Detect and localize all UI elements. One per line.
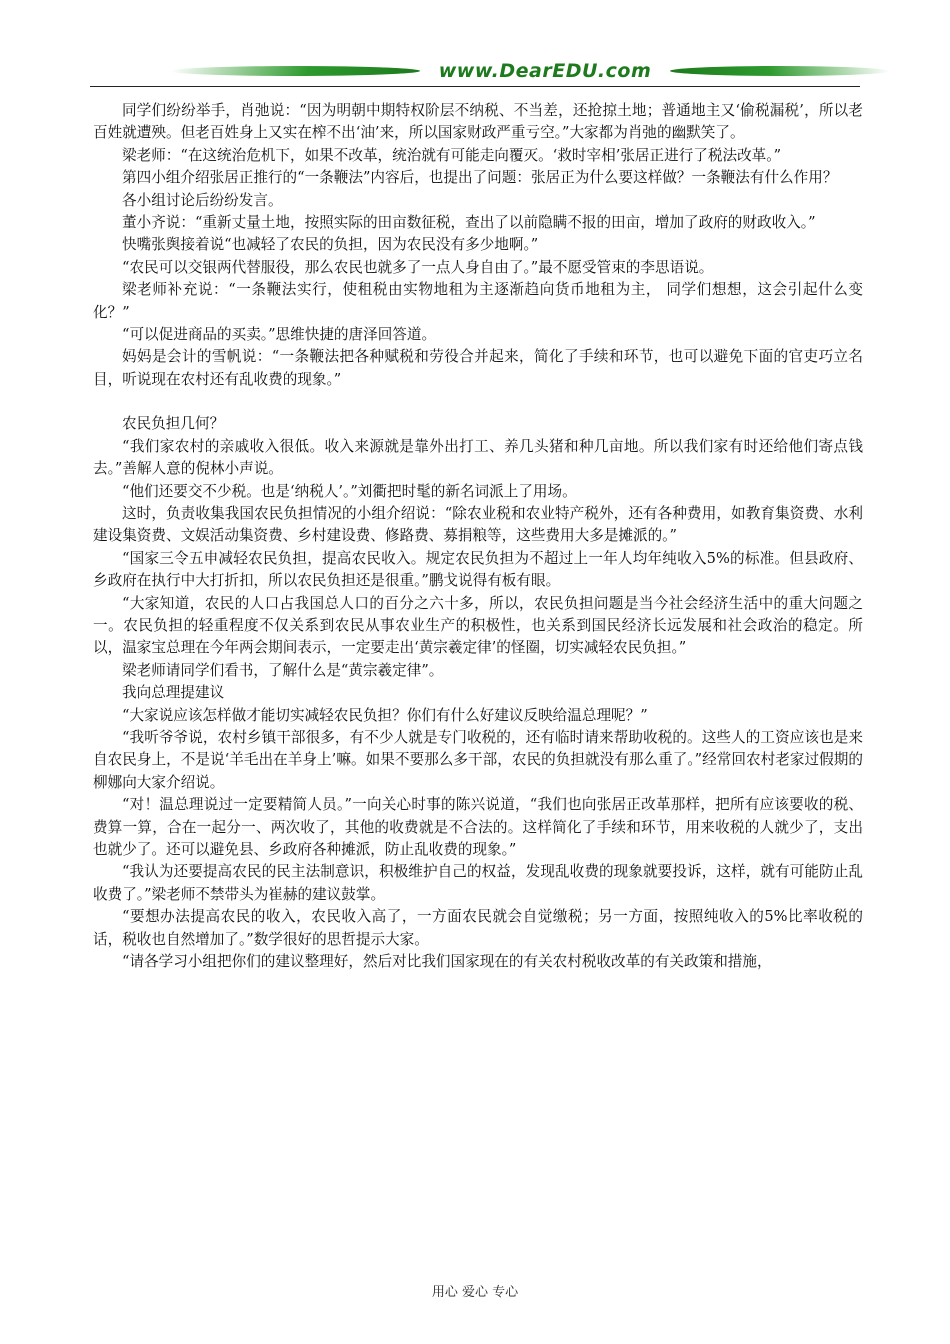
paragraph: 这时，负责收集我国农民负担情况的小组介绍说：“除农业税和农业特产税外，还有各种费用，如教育集资费、水利建设集资费、文娱活动集资费、乡村建设费、修路费、募捐粮等，这些费用大多是摊派的。”: [93, 504, 863, 545]
green-swoosh-right: [668, 66, 892, 76]
paragraph: “请各学习小组把你们的建议整理好，然后对比我们国家现在的有关农村税收改革的有关政策和措施，: [122, 953, 772, 971]
paragraph: 同学们纷纷举手，肖弛说：“因为明朝中期特权阶层不纳税、不当差，还抢掠土地；普通地主又‘偷税漏税’，所以老百姓就遭殃。但老百姓身上又实在榨不出‘油’来，所以国家财政严重亏空。”大家都为肖弛的幽默笑了。: [93, 102, 863, 142]
section-heading-farmer-burden: 农民负担几何？: [122, 415, 225, 433]
paragraph: 梁老师：“在这统治危机下，如果不改革，统治就有可能走向覆灭。‘救时宰相’张居正进行了税法改革。”: [122, 146, 782, 164]
paragraph: 梁老师补充说：“一条鞭法实行，使租税由实物地租为主逐渐趋向货币地租为主， 同学们想想，这会引起什么变化？”: [93, 281, 863, 321]
paragraph: 各小组讨论后纷纷发言。: [122, 191, 283, 209]
paragraph: 董小齐说：“重新丈量土地，按照实际的田亩数征税，查出了以前隐瞒不报的田亩，增加了政府的财政收入。”: [122, 214, 816, 232]
paragraph: “大家知道，农民的人口占我国总人口的百分之六十多，所以，农民负担问题是当今社会经济生活中的重大问题之一。农民负担的轻重程度不仅关系到农民从事农业生产的积极性，也关系到国民经济长远发展和社会政治的稳定。所以，温家宝总理在今年两会期间表示，一定要走出‘黄宗羲定律’的怪圈，切实减轻农民负担。”: [93, 594, 863, 657]
page-footer: 用心 爱心 专心: [431, 1285, 519, 1300]
page-header: [90, 58, 860, 90]
paragraph: “国家三令五申减轻农民负担，提高农民收入。规定农民负担为不超过上一年人均年纯收入5%的标准。但县政府、乡政府在执行中大打折扣，所以农民负担还是很重。”鹏戈说得有板有眼。: [93, 549, 863, 590]
paragraph: “他们还要交不少税。也是‘纳税人’。”刘衢把时髦的新名词派上了用场。: [122, 482, 577, 500]
paragraph: 妈妈是会计的雪帆说：“一条鞭法把各种赋税和劳役合并起来，简化了手续和环节，也可以避免下面的官吏巧立名目，听说现在农村还有乱收费的现象。”: [93, 348, 863, 388]
paragraph: “可以促进商品的买卖。”思维快捷的唐泽回答道。: [122, 326, 437, 344]
paragraph: “要想办法提高农民的收入，农民收入高了，一方面农民就会自觉缴税；另一方面，按照纯收入的5%比率收税的话，税收也自然增加了。”数学很好的思哲提示大家。: [93, 908, 863, 948]
site-logo[interactable]: www.DearEDU.com: [438, 60, 652, 82]
paragraph: “我们家农村的亲戚收入很低。收入来源就是靠外出打工、养几头猪和种几亩地。所以我们家有时还给他们寄点钱去。”善解人意的倪林小声说。: [93, 437, 863, 478]
paragraph: “对！温总理说过一定要精简人员。”一向关心时事的陈兴说道，“我们也向张居正改革那样，把所有应该要收的税、费算一算，合在一起分一、两次收了，其他的收费就是不合法的。这样简化了手续和环节，用来收税的人就少了，支出也就少了。还可以避免县、乡政府各种摊派，防止乱收费的现象。”: [93, 796, 863, 858]
paragraph: “我听爷爷说，农村乡镇干部很多，有不少人就是专门收税的，还有临时请来帮助收税的。这些人的工资应该也是来自农民身上，不是说‘羊毛出在羊身上’嘛。如果不要那么多干部，农民的负担就没有那么重了。”经常回农村老家过假期的柳娜向大家介绍说。: [93, 728, 863, 791]
paragraph: “大家说应该怎样做才能切实减轻农民负担？你们有什么好建议反映给温总理呢？”: [122, 706, 648, 724]
paragraph: “我认为还要提高农民的民主法制意识，积极维护自己的权益，发现乱收费的现象就要投诉，这样，就有可能防止乱收费了。”梁老师不禁带头为崔赫的建议鼓掌。: [93, 863, 863, 903]
green-swoosh-left: [168, 66, 422, 76]
document-body: [93, 100, 863, 973]
paragraph: 梁老师请同学们看书，了解什么是“黄宗羲定律”。: [122, 661, 444, 679]
paragraph: 第四小组介绍张居正推行的“一条鞭法”内容后，也提出了问题：张居正为什么要这样做？一条鞭法有什么作用？: [122, 169, 838, 187]
header-rule: [90, 86, 860, 87]
paragraph: 快嘴张舆接着说“也减轻了农民的负担，因为农民没有多少地啊。”: [122, 236, 539, 254]
section-heading-suggestions: 我向总理提建议: [122, 684, 225, 702]
paragraph: “农民可以交银两代替服役，那么农民也就多了一点人身自由了。”最不愿受管束的李思语说。: [122, 258, 714, 276]
